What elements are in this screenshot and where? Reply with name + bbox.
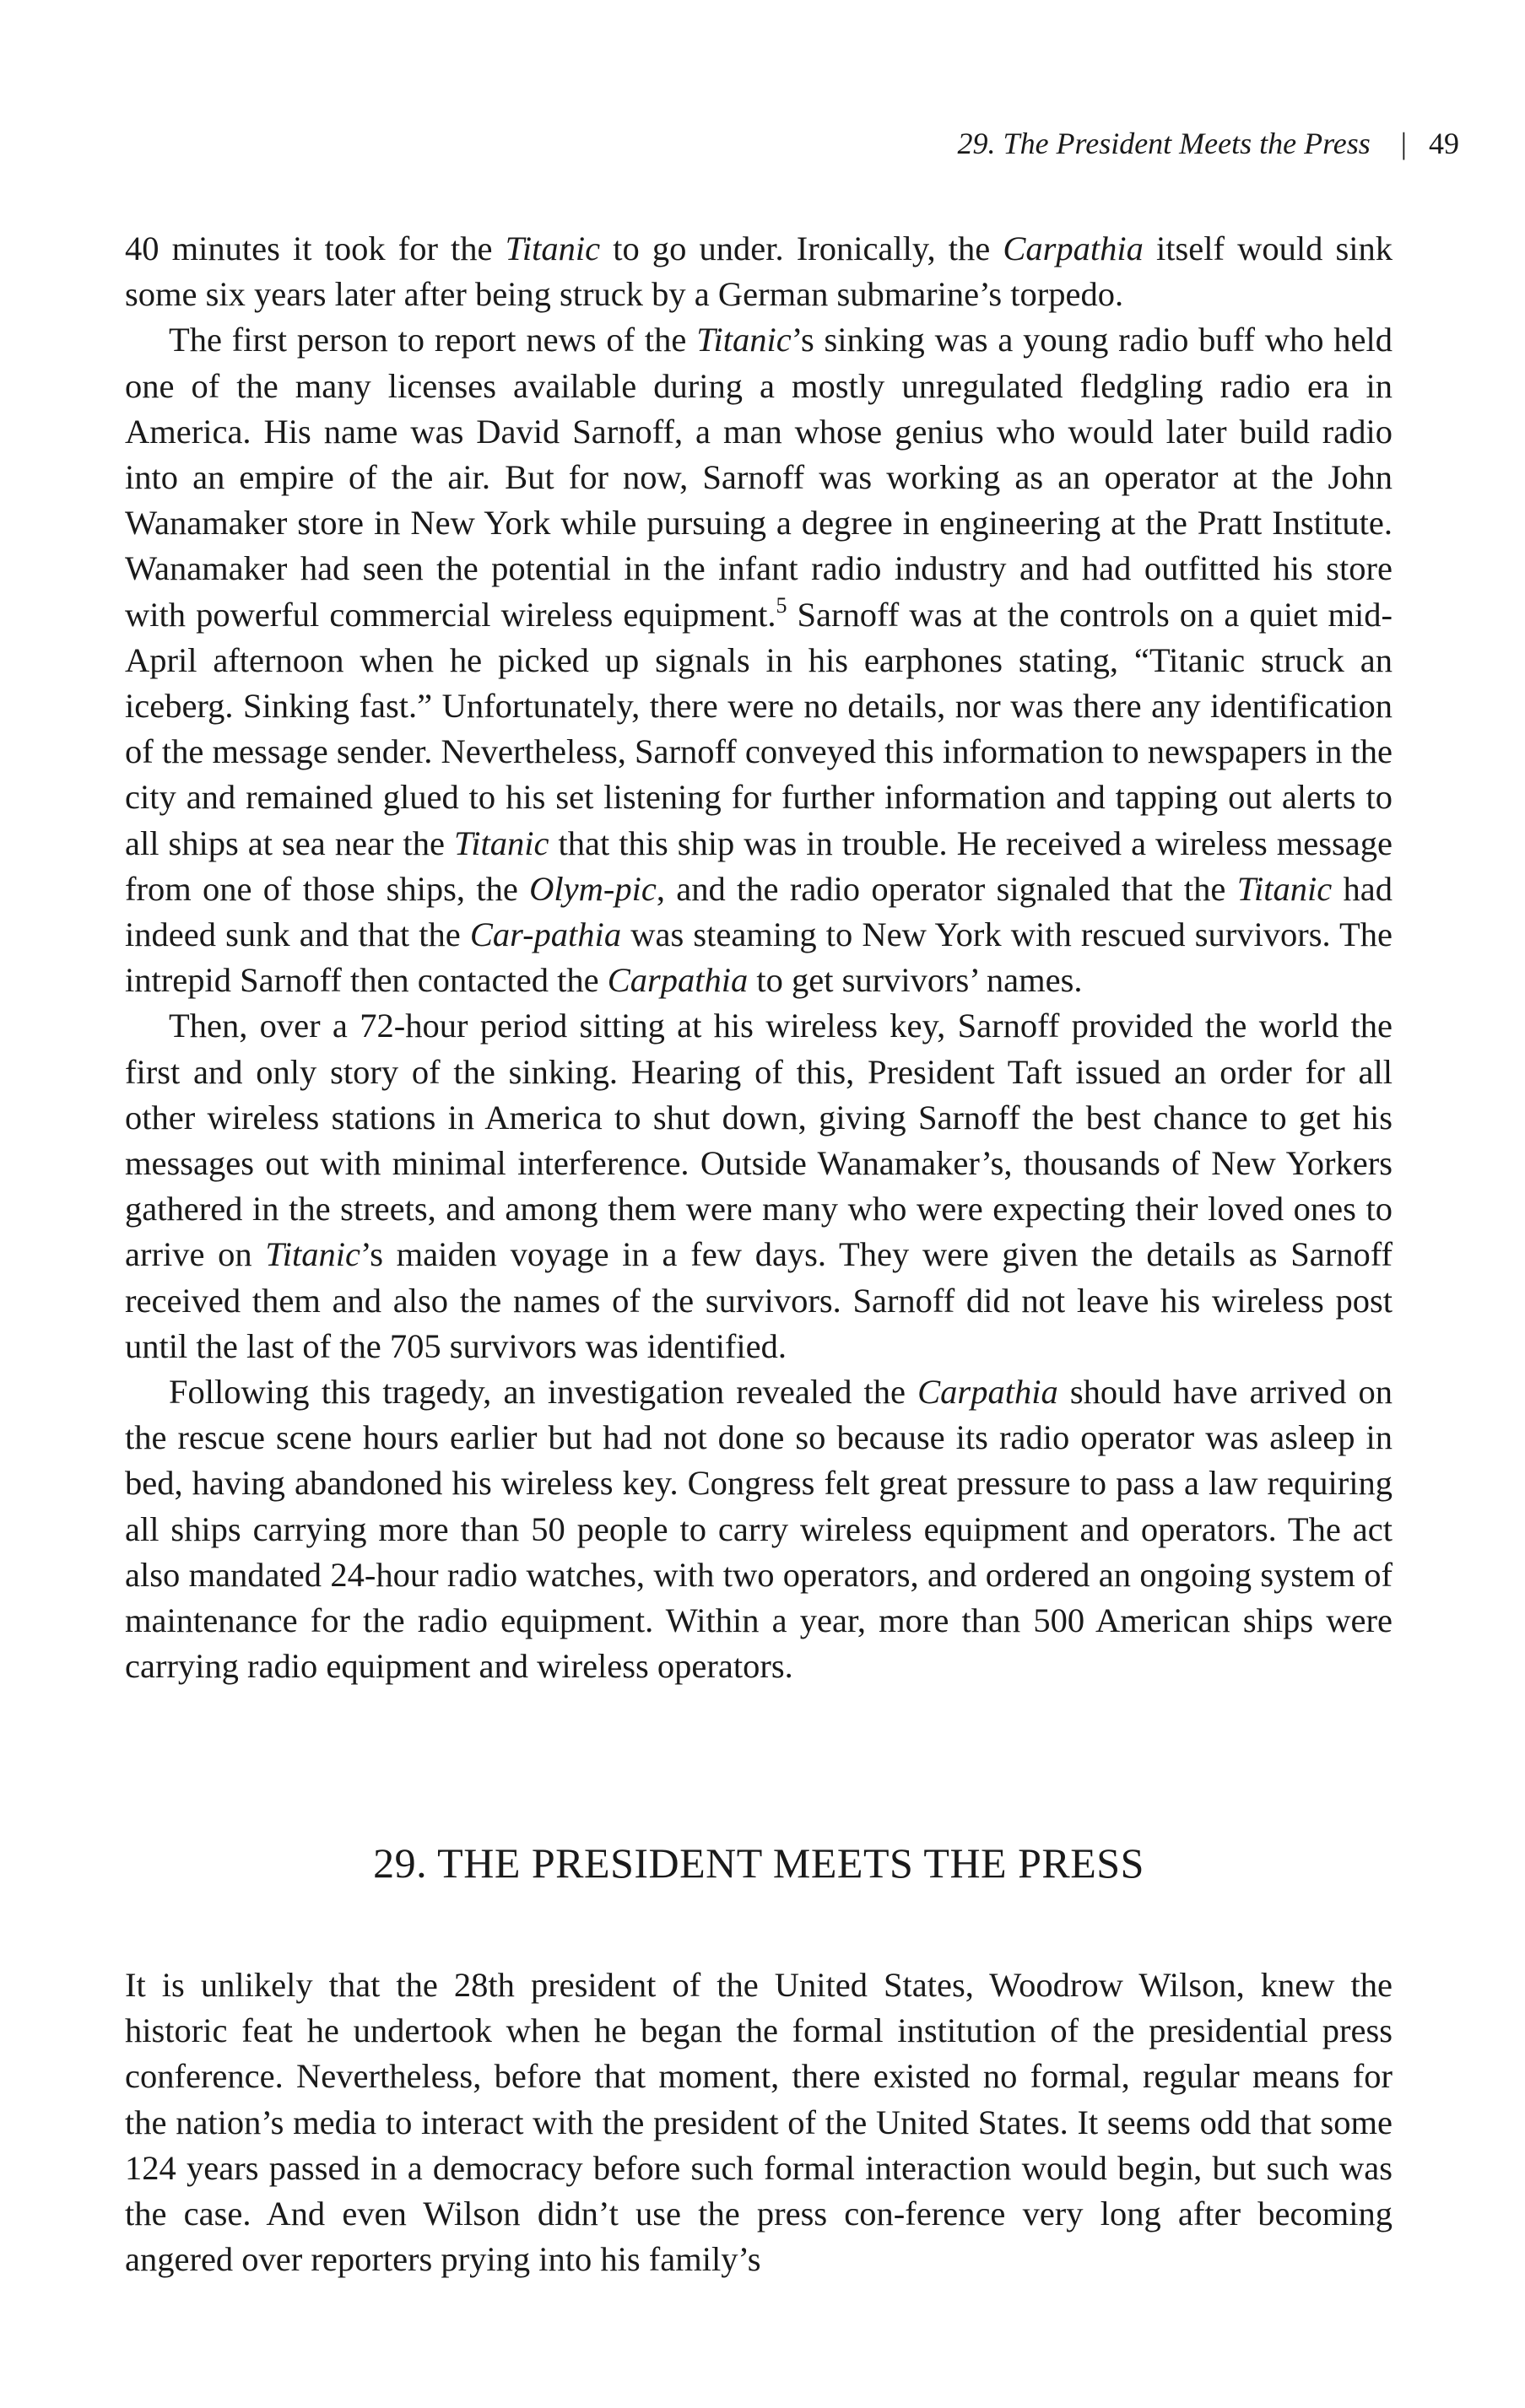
paragraph [125, 1369, 1393, 1689]
text-run: , and the radio operator signaled that the [656, 869, 1237, 908]
paragraph [125, 317, 1393, 1003]
footnote-marker: 5 [776, 592, 787, 618]
italic-ship-name: Titanic [696, 321, 792, 359]
running-head-title: 29. The President Meets the Press [957, 127, 1371, 160]
text-run: Following this tragedy, an investigation revealed the [169, 1373, 918, 1412]
section-body [125, 1963, 1393, 2282]
paragraph: It is unlikely that the 28th president of the United States, Woodrow Wilson, knew the historic feat he undertook when he began the formal institution of the presidential press conference. Nevertheless, before that moment, there existed no formal, regular means for the nation’s media to interact with the president of the United States. It seems odd that some 124 years passed in a democracy before such formal interaction would begin, but such was the case. And even Wilson didn’t use the press con-ference very long after becoming angered over reporters prying into his family’s [125, 1966, 1393, 2279]
text-run: ’s maiden voyage in a few days. They were given the details as Sarnoff received them and also the names of the survivors. Sarnoff did not leave his wireless post until the last of the 705 survivors was identified. [125, 1235, 1393, 1365]
italic-ship-name: Titanic [453, 823, 549, 862]
section-heading: 29. THE PRESIDENT MEETS THE PRESS [373, 1839, 1144, 1887]
italic-ship-name: Carpathia [917, 1373, 1058, 1412]
paragraph [125, 226, 1393, 317]
text-run: to get survivors’ names. [748, 961, 1083, 1000]
running-head [958, 125, 1459, 162]
continued-text [125, 226, 1393, 1690]
page-number: 49 [1429, 127, 1459, 160]
text-run: was steaming to New York with rescued survivors. The intrepid Sarnoff then contacted the [125, 915, 1393, 1000]
text-run: that this ship was in trouble. He received a wireless message from one of those ships, the [125, 823, 1393, 908]
running-head-separator: | [1400, 127, 1407, 160]
text-run: 40 minutes it took for the [125, 229, 506, 267]
italic-ship-name: Carpathia [1003, 229, 1144, 267]
text-run: Then, over a 72-hour period sitting at his wireless key, Sarnoff provided the world the first and only story of the sinking. Hearing of this, President Taft issued an order for all other wireless stations in America to shut down, giving Sarnoff the best chance to get his messages out with minimal interference. Outside Wanamaker’s, thousands of New Yorkers gathered in the streets, and among them were many who were expecting their loved ones to arrive on [125, 1007, 1393, 1274]
text-run: ’s sinking was a young radio buff who held one of the many licenses available during a mostly unregulated fledgling radio era in America. His name was David Sarnoff, a man whose genius who would later build radio into an empire of the air. But for now, Sarnoff was working as an operator at the John Wanamaker store in New York while pursuing a degree in engineering at the Pratt Institute. Wanamaker had seen the potential in the infant radio industry and had outfitted his store with powerful commercial wireless equipment. [125, 321, 1393, 634]
italic-ship-name: Titanic [1236, 869, 1333, 908]
text-run: to go under. Ironically, the [600, 229, 1003, 267]
italic-ship-name: Titanic [265, 1235, 360, 1274]
text-run: itself would sink some six years later after being struck by a German submarine’s torpedo. [125, 229, 1393, 314]
italic-ship-name: Carpathia [607, 961, 749, 1000]
text-run: Sarnoff was at the controls on a quiet mid-April afternoon when he picked up signals in his earphones stating, “Titanic struck an iceberg. Sinking fast.” Unfortunately, there were no details, nor was there any identification of the message sender. Nevertheless, Sarnoff conveyed this information to newspapers in the city and remained glued to his set listening for further information and tapping out alerts to all ships at sea near the [125, 595, 1393, 862]
italic-ship-name: Olym-pic [529, 869, 657, 908]
text-run: The first person to report news of the [169, 321, 697, 359]
text-run: had indeed sunk and that the [125, 869, 1393, 954]
italic-ship-name: Titanic [505, 229, 601, 267]
italic-ship-name: Car-pathia [469, 915, 622, 954]
text-run: should have arrived on the rescue scene hours earlier but had not done so because its radio operator was asleep in bed, having abandoned his wireless key. Congress felt great pressure to pass a law requiring all ships carrying more than 50 people to carry wireless equipment and operators. The act also mandated 24-hour radio watches, with two operators, and ordered an ongoing system of maintenance for the radio equipment. Within a year, more than 500 American ships were carrying radio equipment and wireless operators. [125, 1373, 1393, 1686]
paragraph [125, 1003, 1393, 1369]
